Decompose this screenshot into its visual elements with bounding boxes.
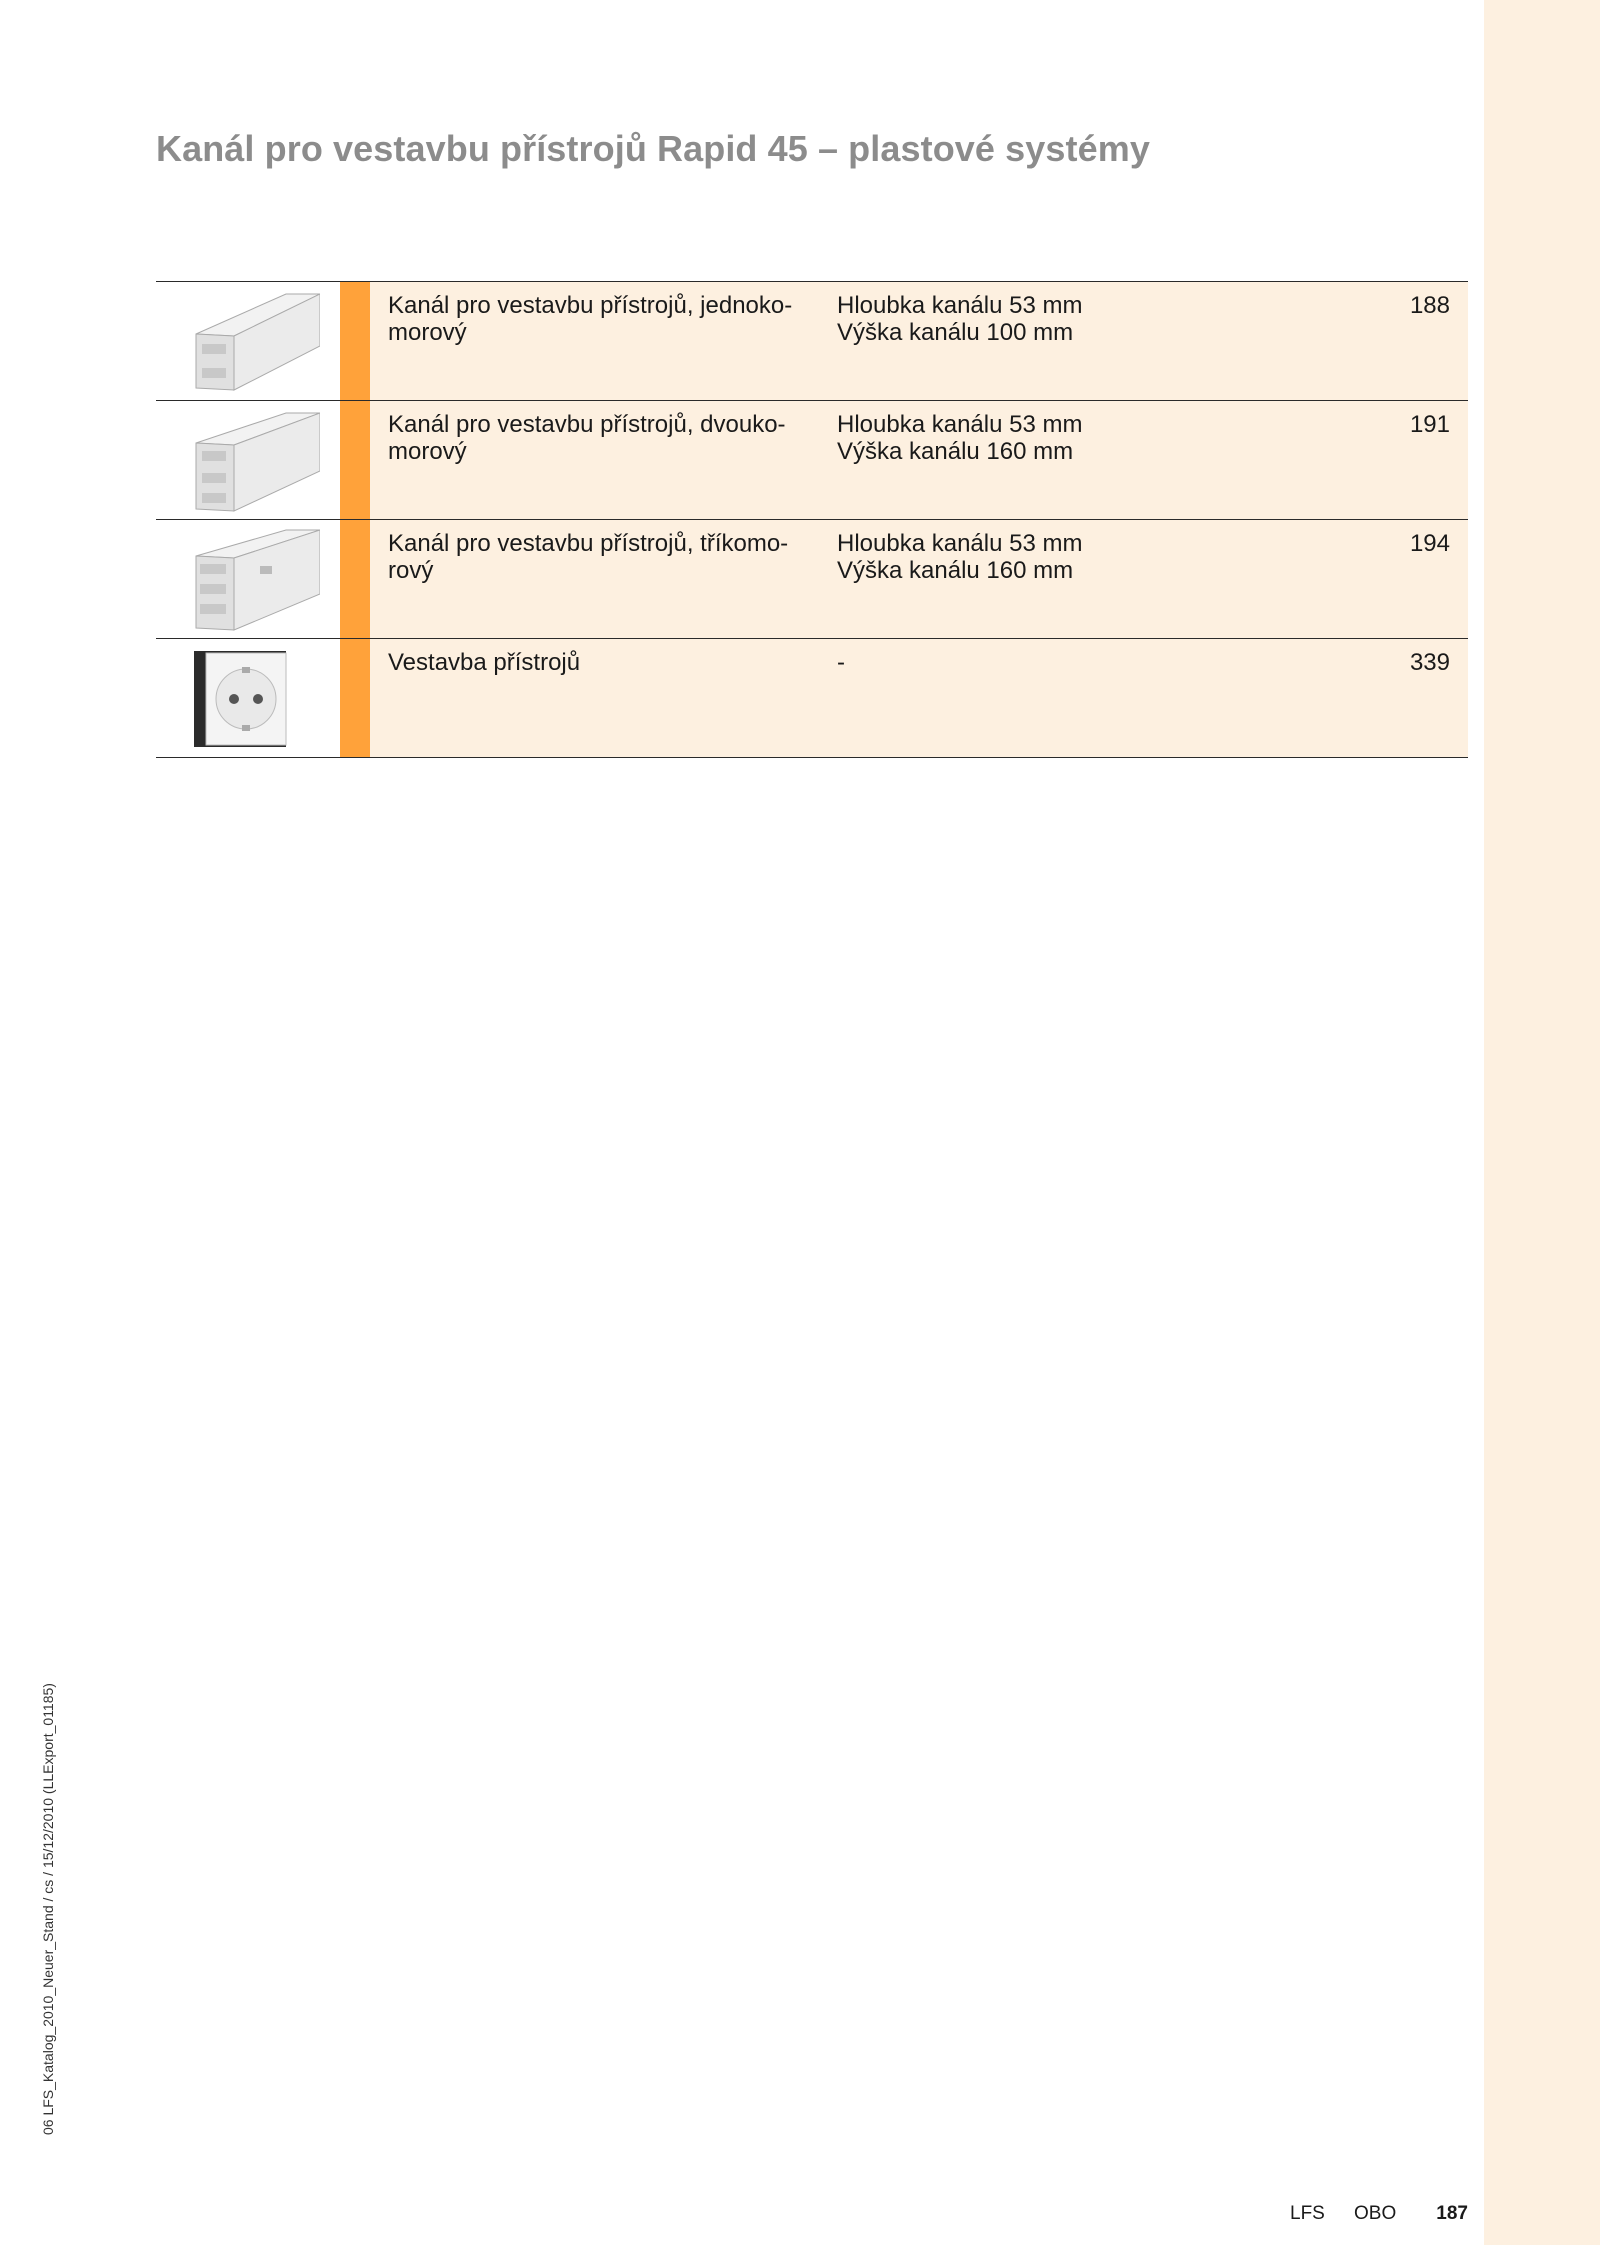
product-image <box>156 401 340 519</box>
row-description <box>388 411 828 465</box>
description-line: Kanál pro vestavbu přístrojů, tříkomo- <box>388 530 789 557</box>
row-dimensions <box>837 530 1197 584</box>
row-dimensions <box>837 649 1197 676</box>
product-table <box>156 281 1468 758</box>
footer-section: LFS <box>1290 2203 1325 2224</box>
row-accent-bar <box>340 282 370 400</box>
print-job-note: 06 LFS_Katalog_2010_Neuer_Stand / cs / 15/12/2010 (LLExport_01185) <box>40 1683 56 2135</box>
product-image <box>156 282 340 400</box>
row-info <box>370 282 1468 400</box>
double-compartment-channel-icon <box>190 407 320 513</box>
channel-depth: - <box>837 649 845 676</box>
single-compartment-channel-icon <box>190 288 320 394</box>
row-accent-bar <box>340 520 370 638</box>
row-accent-bar <box>340 401 370 519</box>
channel-height: Výška kanálu 160 mm <box>837 438 1074 465</box>
footer-brand: OBO <box>1354 2203 1397 2224</box>
row-accent-bar <box>340 639 370 757</box>
page-reference[interactable]: 191 <box>1409 411 1450 438</box>
table-row[interactable] <box>156 400 1468 519</box>
row-dimensions <box>837 292 1197 346</box>
table-row[interactable] <box>156 638 1468 758</box>
description-line: Kanál pro vestavbu přístrojů, dvouko- <box>388 411 786 438</box>
row-info <box>370 401 1468 519</box>
description-line: morový <box>388 319 467 346</box>
row-info <box>370 520 1468 638</box>
table-row[interactable] <box>156 519 1468 638</box>
page-reference[interactable]: 194 <box>1409 530 1450 557</box>
channel-depth: Hloubka kanálu 53 mm <box>837 411 1083 438</box>
description-line: rový <box>388 557 434 584</box>
channel-height: Výška kanálu 100 mm <box>837 319 1074 346</box>
channel-depth: Hloubka kanálu 53 mm <box>837 292 1083 319</box>
page-footer <box>1290 2203 1468 2229</box>
table-row[interactable] <box>156 281 1468 400</box>
description-line: morový <box>388 438 467 465</box>
side-strip <box>1484 0 1600 2245</box>
channel-depth: Hloubka kanálu 53 mm <box>837 530 1083 557</box>
socket-device-icon <box>190 645 290 751</box>
triple-compartment-channel-icon <box>190 526 320 632</box>
row-description <box>388 530 828 584</box>
footer-page-number: 187 <box>1436 2203 1468 2224</box>
page-reference[interactable]: 188 <box>1409 292 1450 319</box>
channel-height: Výška kanálu 160 mm <box>837 557 1074 584</box>
row-description <box>388 649 828 676</box>
product-image <box>156 520 340 638</box>
description-line: Vestavba přístrojů <box>388 649 581 676</box>
product-image <box>156 639 340 757</box>
page-title: Kanál pro vestavbu přístrojů Rapid 45 – plastové systémy <box>156 128 1150 169</box>
row-description <box>388 292 828 346</box>
page-reference[interactable]: 339 <box>1409 649 1450 676</box>
description-line: Kanál pro vestavbu přístrojů, jednoko- <box>388 292 793 319</box>
row-dimensions <box>837 411 1197 465</box>
row-info <box>370 639 1468 757</box>
